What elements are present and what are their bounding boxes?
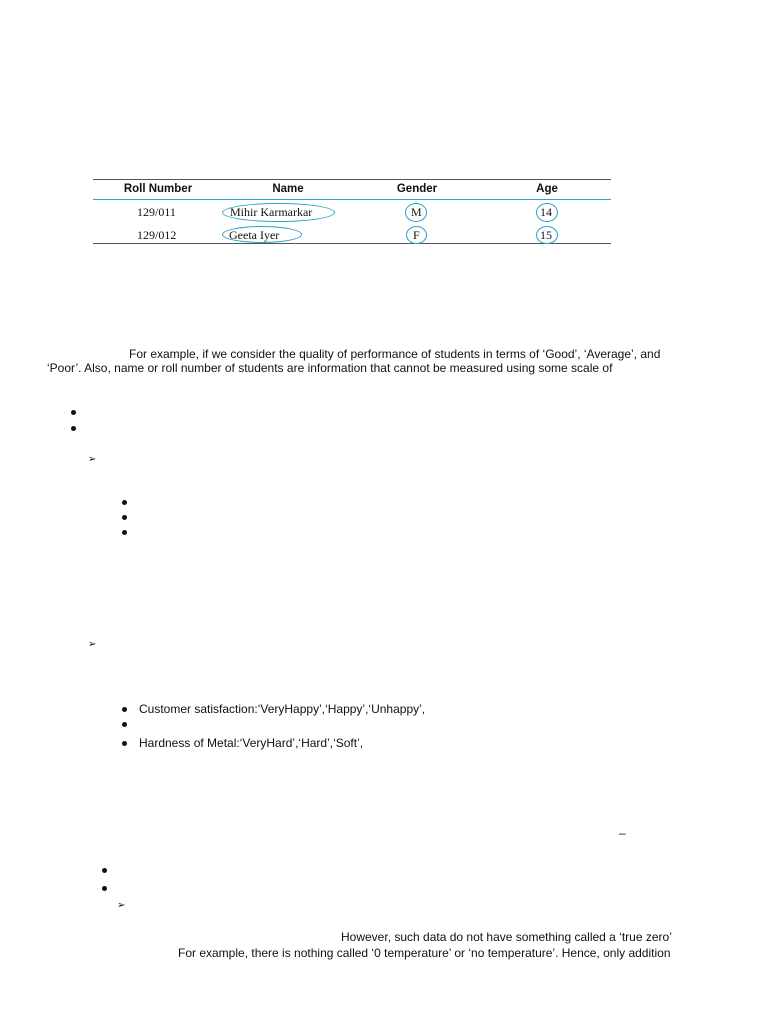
bullet-icon: [71, 426, 76, 431]
bullet-icon: [102, 886, 107, 891]
cell-gender-2: F: [413, 228, 420, 242]
student-table: [93, 179, 611, 245]
bullet-icon: [122, 515, 127, 520]
cell-name-2: Geeta Iyer: [229, 228, 280, 242]
example-customer-satisfaction: Customer satisfaction:‘VeryHappy’,‘Happy’,‘Unhappy’,: [139, 702, 426, 716]
interval-line-1: However, such data do not have something called a ‘true zero’: [341, 930, 672, 944]
cell-age-2: 15: [540, 228, 552, 242]
cell-roll-1: 129/011: [137, 205, 176, 219]
cell-name-1: Mihir Karmarkar: [230, 205, 313, 219]
table-bottom-rule: [93, 243, 611, 244]
bullet-icon: [122, 741, 127, 746]
bullet-icon: [122, 707, 127, 712]
arrow-bullet-icon: ➢: [88, 454, 97, 465]
bullet-icon: [71, 410, 76, 415]
header-age: Age: [536, 183, 558, 195]
arrow-bullet-icon: ➢: [88, 639, 97, 650]
example-hardness-metal: Hardness of Metal:‘VeryHard’,‘Hard’,‘Soft’,: [139, 736, 364, 750]
table-header-rule: [93, 199, 611, 200]
table-top-rule: [93, 179, 611, 180]
interval-line-2: For example, there is nothing called ‘0 temperature’ or ‘no temperature’. Hence, only addition: [178, 946, 671, 960]
bullet-icon: [102, 868, 107, 873]
header-name: Name: [272, 183, 304, 195]
header-gender: Gender: [396, 183, 438, 195]
header-roll-number: Roll Number: [123, 183, 193, 195]
bullet-icon: [122, 530, 127, 535]
arrow-bullet-icon: ➢: [117, 900, 126, 911]
bullet-icon: [122, 500, 127, 505]
paragraph-line-1: For example, if we consider the quality of performance of students in terms of ‘Good’, ‘Average’, and: [129, 347, 661, 361]
cell-age-1: 14: [540, 205, 552, 219]
cell-roll-2: 129/012: [137, 228, 177, 242]
dash-mark: –: [619, 826, 626, 840]
paragraph-line-2: ‘Poor’. Also, name or roll number of students are information that cannot be measured using some scale of: [47, 361, 613, 375]
cell-gender-1: M: [411, 205, 422, 219]
bullet-icon: [122, 722, 127, 727]
